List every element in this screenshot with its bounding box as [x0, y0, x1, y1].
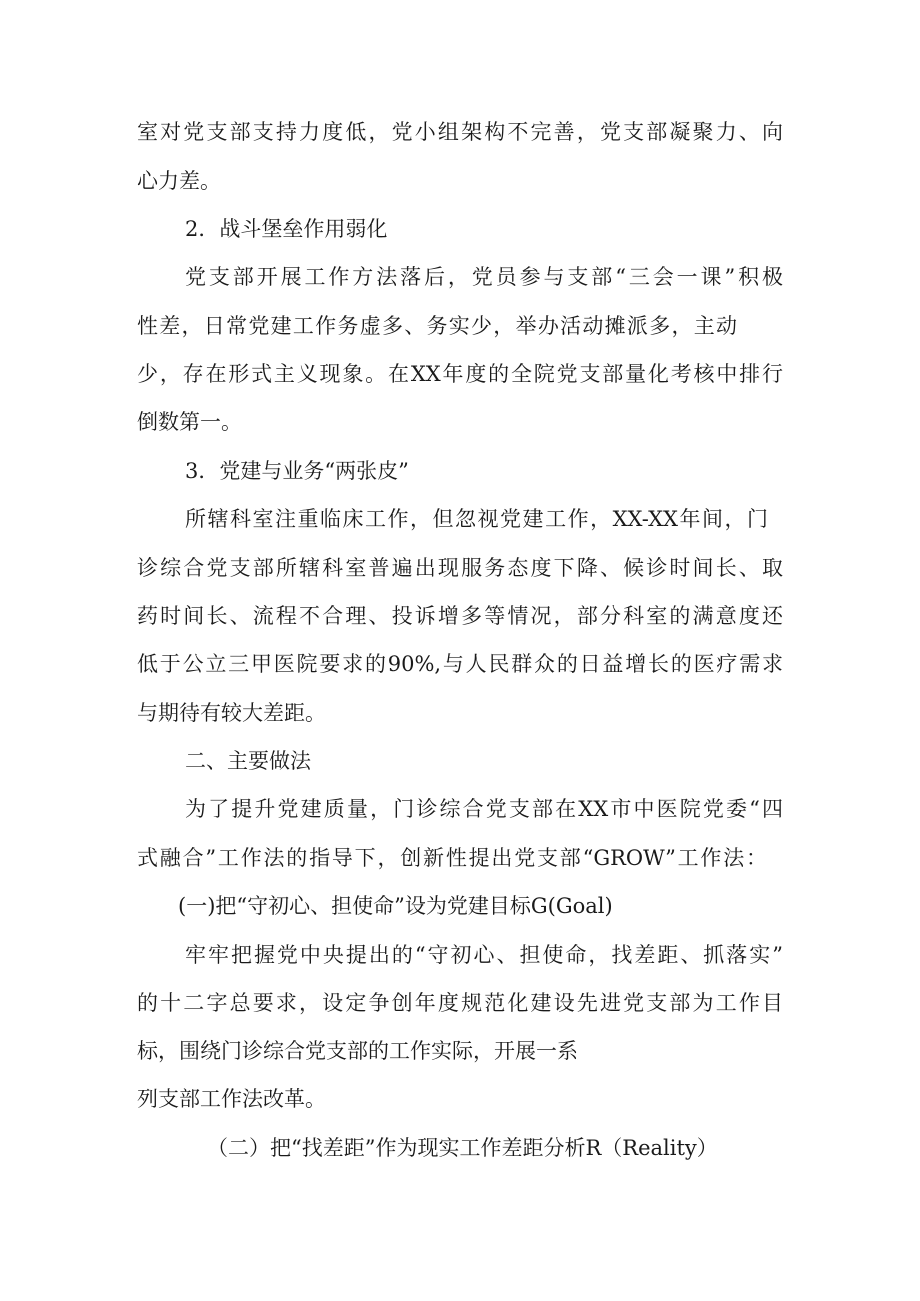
- paragraph-line: 标，围绕门诊综合党支部的工作实际，开展一系: [137, 1039, 578, 1063]
- paragraph-line: 为了提升党建质量，门诊综合党支部在XX市中医院党委“四: [185, 797, 783, 821]
- paragraph-line: 药时间长、流程不合理、投诉增多等情况，部分科室的满意度还: [137, 604, 783, 628]
- paragraph-line: 性差，日常党建工作务虚多、务实少，举办活动摊派多，主动: [137, 314, 737, 338]
- paragraph-line: 牢牢把握党中央提出的“守初心、担使命，找差距、抓落实”: [185, 943, 783, 967]
- subsection-heading: （二）把“找差距”作为现实工作差距分析R（Reality）: [207, 1136, 718, 1160]
- paragraph-line: 党支部开展工作方法落后，党员参与支部“三会一课”积极: [185, 265, 783, 289]
- paragraph-line: 诊综合党支部所辖科室普遍出现服务态度下降、候诊时间长、取: [137, 556, 783, 580]
- subsection-heading: (一)把“守初心、担使命”设为党建目标G(Goal): [178, 894, 613, 918]
- paragraph-line: 室对党支部支持力度低，党小组架构不完善，党支部凝聚力、向: [137, 120, 783, 144]
- section-heading: 2．战斗堡垒作用弱化: [185, 217, 388, 241]
- paragraph-line: 倒数第一。: [137, 410, 242, 434]
- paragraph-line: 少，存在形式主义现象。在XX年度的全院党支部量化考核中排行: [137, 362, 783, 386]
- section-heading: 3．党建与业务“两张皮”: [185, 459, 409, 483]
- paragraph-line: 与期待有较大差距。: [137, 701, 326, 725]
- paragraph-line: 的十二字总要求，设定争创年度规范化建设先进党支部为工作目: [137, 991, 783, 1015]
- section-heading: 二、主要做法: [185, 749, 311, 773]
- paragraph-line: 低于公立三甲医院要求的90%,与人民群众的日益增长的医疗需求: [137, 652, 783, 676]
- paragraph-line: 心力差。: [137, 169, 221, 193]
- paragraph-line: 列支部工作法改革。: [137, 1087, 326, 1111]
- paragraph-line: 所辖科室注重临床工作，但忽视党建工作，XX-XX年间，门: [185, 507, 768, 531]
- paragraph-line: 式融合”工作法的指导下，创新性提出党支部“GROW”工作法：: [137, 846, 767, 870]
